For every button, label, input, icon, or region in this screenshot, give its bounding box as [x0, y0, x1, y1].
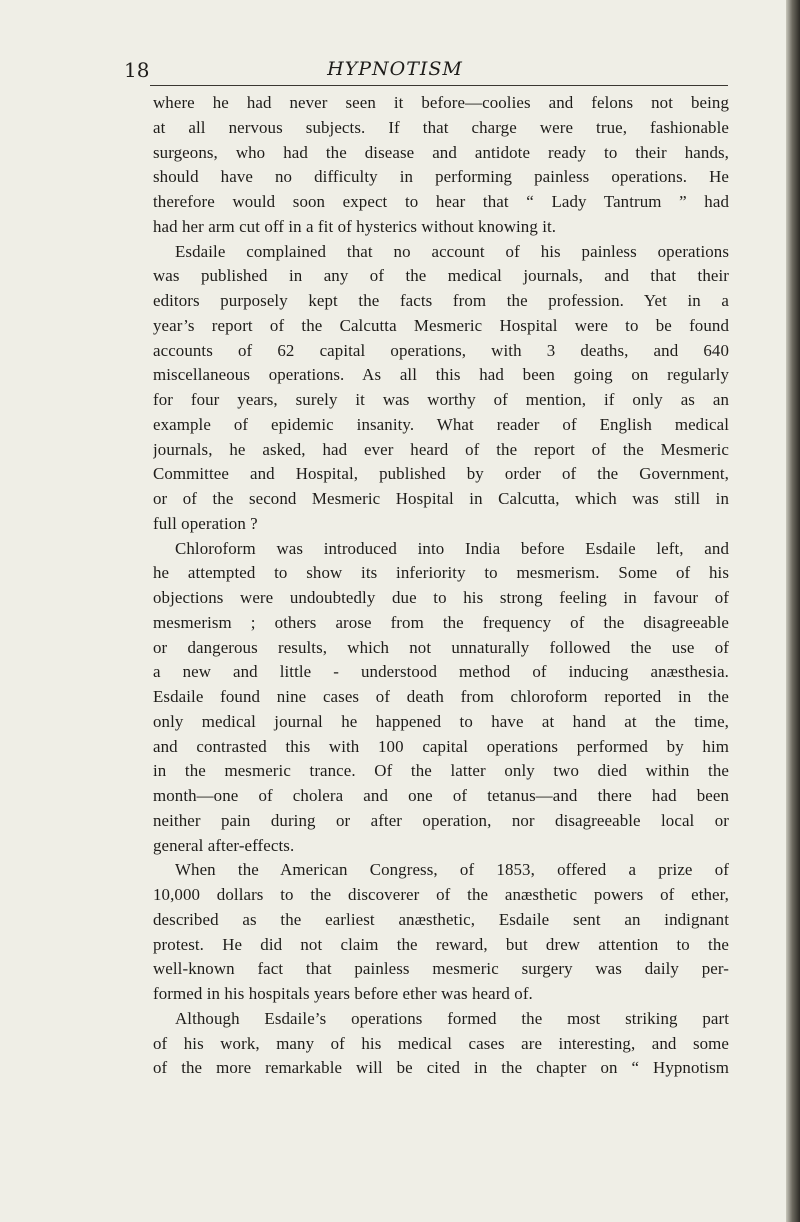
body-text [153, 91, 729, 1081]
text-line: should have no difficulty in performing painless operations. He [153, 167, 729, 187]
text-line: only medical journal he happened to have at hand at the time, [153, 711, 729, 731]
binding-edge [786, 0, 800, 1222]
text-line: Although Esdaile’s operations formed the most striking part [175, 1008, 729, 1028]
text-line: where he had never seen it before—coolies and felons not being [153, 93, 729, 112]
text-line: year’s report of the Calcutta Mesmeric Hospital were to be found [153, 315, 729, 335]
page-number: 18 [124, 58, 150, 82]
text-line: therefore would soon expect to hear that “ Lady Tantrum ” had [153, 192, 729, 211]
text-line: of his work, many of his medical cases are interesting, and some [153, 1033, 729, 1053]
text-line: in the mesmeric trance. Of the latter only two died within the [153, 761, 729, 781]
text-line: mesmerism ; others arose from the frequency of the disagreeable [153, 612, 729, 632]
text-line: editors purposely kept the facts from the profession. Yet in a [153, 291, 729, 310]
text-line: surgeons, who had the disease and antidote ready to their hands, [153, 142, 729, 162]
text-line: and contrasted this with 100 capital operations performed by him [153, 736, 729, 756]
text-line: described as the earliest anæsthetic, Esdaile sent an indignant [153, 909, 729, 929]
text-line: at all nervous subjects. If that charge were true, fashionable [153, 117, 729, 137]
text-line: 10,000 dollars to the discoverer of the anæsthetic powers of ether, [153, 885, 729, 904]
text-line: of the more remarkable will be cited in the chapter on “ Hypnotism [153, 1058, 729, 1078]
text-line: month—one of cholera and one of tetanus—and there had been [153, 786, 729, 805]
text-line: example of epidemic insanity. What reader of English medical [153, 414, 729, 434]
text-line: objections were undoubtedly due to his strong feeling in favour of [153, 588, 729, 607]
text-line: full operation ? [153, 513, 258, 533]
text-line: Esdaile found nine cases of death from chloroform reported in the [153, 687, 729, 706]
text-line: or of the second Mesmeric Hospital in Calcutta, which was still in [153, 489, 729, 508]
text-line: had her arm cut off in a fit of hysterics without knowing it. [153, 216, 557, 236]
text-line: neither pain during or after operation, nor disagreeable local or [153, 810, 729, 830]
text-line: he attempted to show its inferiority to mesmerism. Some of his [153, 563, 729, 583]
text-line: Committee and Hospital, published by order of the Government, [153, 464, 729, 484]
text-line: was published in any of the medical journals, and that their [153, 266, 729, 286]
text-line: accounts of 62 capital operations, with 3 deaths, and 640 [153, 340, 729, 360]
text-line: or dangerous results, which not unnaturally followed the use of [153, 637, 729, 657]
text-line: general after-effects. [153, 835, 295, 855]
text-line: for four years, surely it was worthy of mention, if only as an [153, 390, 729, 409]
text-line: formed in his hospitals years before ether was heard of. [153, 984, 533, 1003]
header-rule [150, 85, 728, 86]
text-line: well-known fact that painless mesmeric surgery was daily per- [153, 959, 729, 979]
text-line: miscellaneous operations. As all this had been going on regularly [153, 365, 729, 385]
text-line: journals, he asked, had ever heard of the report of the Mesmeric [153, 439, 729, 459]
text-line: Esdaile complained that no account of his painless operations [175, 241, 729, 261]
text-line: protest. He did not claim the reward, but drew attention to the [153, 934, 729, 954]
text-line: Chloroform was introduced into India before Esdaile left, and [175, 538, 729, 558]
text-line: When the American Congress, of 1853, offered a prize of [175, 860, 729, 880]
text-line: a new and little - understood method of inducing anæsthesia. [153, 662, 729, 682]
running-head: HYPNOTISM [327, 58, 463, 80]
